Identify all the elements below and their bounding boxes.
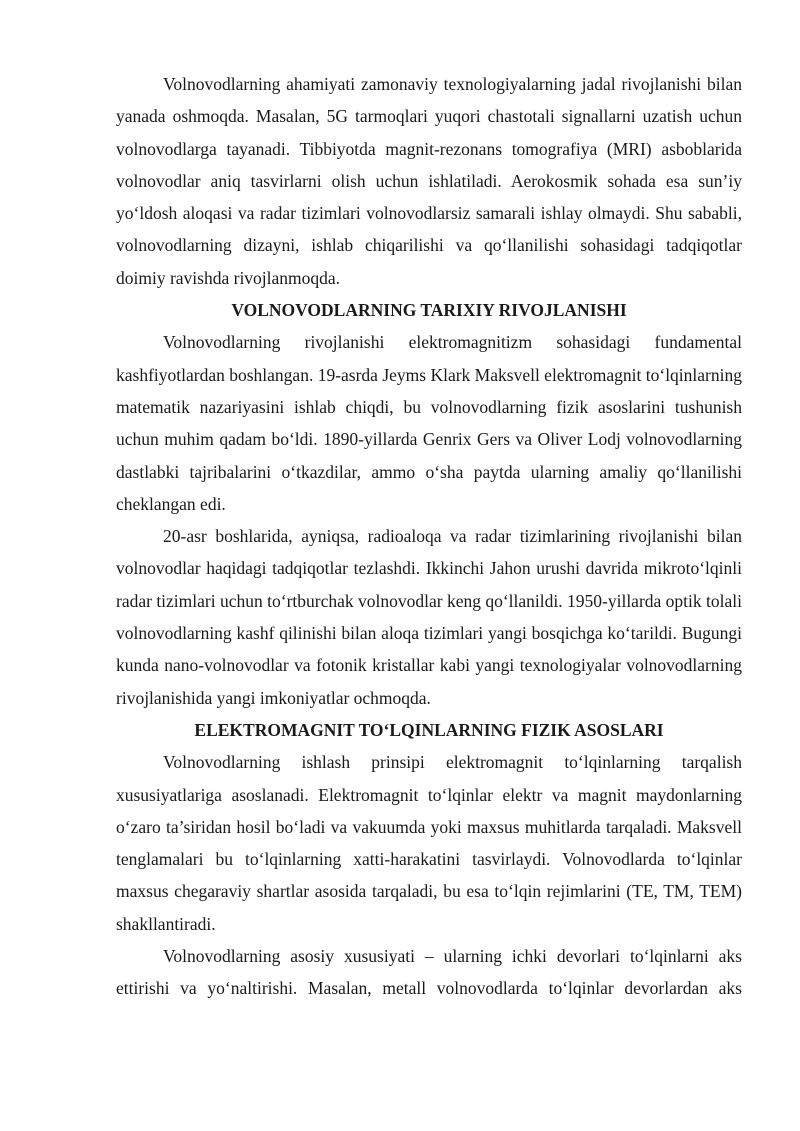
document-body <box>116 68 742 1005</box>
history-paragraph-2: 20-asr boshlarida, ayniqsa, radioaloqa va radar tizimlarining rivojlanishi bilan volnovodlar haqidagi tadqiqotlar tezlashdi. Ikkinchi Jahon urushi davrida mikroto‘lqinli radar tizimlari uchun to‘rtburchak volnovodlar keng qo‘llanildi. 1950-yillarda optik tolali volnovodlarning kashf qilinishi bilan aloqa tizimlari yangi bosqichga ko‘tarildi. Bugungi kunda nano-volnovodlar va fotonik kristallar kabi yangi texnologiyalar volnovodlarning rivojlanishida yangi imkoniyatlar ochmoqda. <box>116 526 742 708</box>
history-paragraph-1: Volnovodlarning rivojlanishi elektromagnitizm sohasidagi fundamental kashfiyotlardan boshlangan. 19-asrda Jeyms Klark Maksvell elektromagnit to‘lqinlarning matematik nazariyasini ishlab chiqdi, bu volnovodlarning fizik asoslarini tushunish uchun muhim qadam bo‘ldi. 1890-yillarda Genrix Gers va Oliver Lodj volnovodlarning dastlabki tajribalarini o‘tkazdilar, ammo o‘sha paytda ularning amaliy qo‘llanilishi cheklangan edi. <box>116 332 742 514</box>
section-heading-history: VOLNOVODLARNING TARIXIY RIVOJLANISHI <box>231 300 627 321</box>
section-heading-physics: ELEKTROMAGNIT TO‘LQINLARNING FIZIK ASOSLARI <box>194 719 664 740</box>
physics-paragraph-1: Volnovodlarning ishlash prinsipi elektromagnit to‘lqinlarning tarqalish xususiyatlariga asoslanadi. Elektromagnit to‘lqinlar elektr va magnit maydonlarning o‘zaro ta’siridan hosil bo‘ladi va vakuumda yoki maxsus muhitlarda tarqaladi. Maksvell tenglamalari bu to‘lqinlarning xatti-harakatini tasvirlaydi. Volnovodlarda to‘lqinlar maxsus chegaraviy shartlar asosida tarqaladi, bu esa to‘lqin rejimlarini (TE, TM, TEM) shakllantiradi. <box>116 752 742 934</box>
intro-paragraph: Volnovodlarning ahamiyati zamonaviy texnologiyalarning jadal rivojlanishi bilan yanada oshmoqda. Masalan, 5G tarmoqlari yuqori chastotali signallarni uzatish uchun volnovodlarga tayanadi. Tibbiyotda magnit-rezonans tomografiya (MRI) asboblarida volnovodlar aniq tasvirlarni olish uchun ishlatiladi. Aerokosmik sohada esa sun’iy yo‘ldosh aloqasi va radar tizimlari volnovodlarsiz samarali ishlay olmaydi. Shu sababli, volnovodlarning dizayni, ishlab chiqarilishi va qo‘llanilishi sohasidagi tadqiqotlar doimiy ravishda rivojlanmoqda. <box>116 74 742 288</box>
physics-paragraph-2: Volnovodlarning asosiy xususiyati – ularning ichki devorlari to‘lqinlarni aks ettirishi va yo‘naltirishi. Masalan, metall volnovodlarda to‘lqinlar devorlardan aks <box>116 946 742 999</box>
